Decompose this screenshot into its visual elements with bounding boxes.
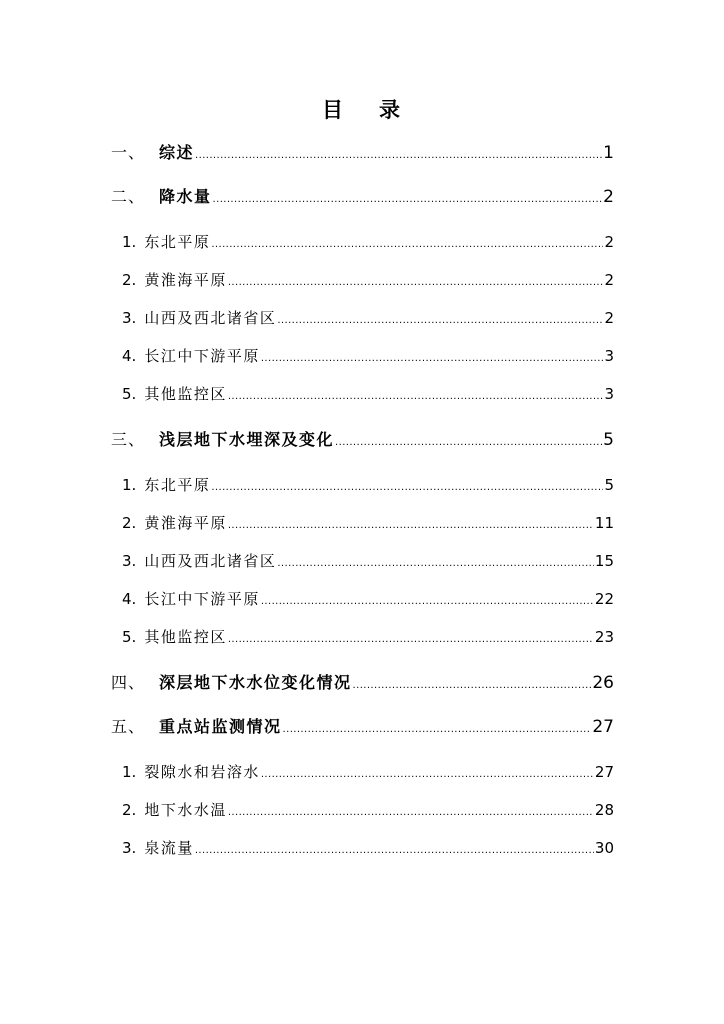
dot-leader (211, 239, 603, 250)
dot-leader (277, 558, 594, 569)
dot-leader (261, 769, 594, 780)
dot-leader (228, 634, 594, 645)
toc-entry-label: 山西及西北诸省区 (144, 309, 277, 327)
toc-entry-page: 2 (604, 233, 614, 251)
toc-entry-page: 23 (594, 628, 614, 646)
toc-entry-sub[interactable] (122, 345, 614, 366)
toc-entry-number: 4. (122, 590, 137, 608)
toc-entry-label: 裂隙水和岩溶水 (144, 763, 260, 781)
toc-entry-key-stations[interactable] (111, 714, 614, 737)
toc-entry-sub[interactable] (122, 550, 614, 571)
dot-leader (261, 353, 604, 364)
toc-entry-number: 2. (122, 271, 137, 289)
toc-entry-label: 东北平原 (144, 233, 211, 251)
toc-entry-sub[interactable] (122, 383, 614, 404)
toc-entry-page: 22 (594, 590, 614, 608)
toc-entry-number: 4. (122, 347, 137, 365)
toc-entry-sub[interactable] (122, 474, 614, 495)
toc-entry-label: 黄淮海平原 (144, 271, 227, 289)
toc-entry-page: 27 (594, 763, 614, 781)
toc-entry-page: 2 (604, 309, 614, 327)
toc-entry-label: 地下水水温 (144, 801, 227, 819)
toc-entry-label: 黄淮海平原 (144, 514, 227, 532)
dot-leader (277, 315, 603, 326)
toc-entry-number: 二、 (111, 187, 146, 206)
toc-entry-page: 26 (592, 673, 614, 693)
dot-leader (283, 724, 592, 735)
toc-entry-page: 15 (594, 552, 614, 570)
toc-entry-page: 1 (603, 143, 614, 163)
toc-entry-sub[interactable] (122, 512, 614, 533)
toc-entry-number: 3. (122, 552, 137, 570)
dot-leader (228, 520, 594, 531)
toc-entry-number: 五、 (111, 717, 146, 736)
dot-leader (261, 596, 594, 607)
toc-entry-label: 浅层地下水埋深及变化 (159, 430, 335, 449)
toc-entry-number: 2. (122, 801, 137, 819)
dot-leader (335, 437, 602, 448)
title-char-left: 目 (322, 97, 345, 122)
toc-entry-number: 2. (122, 514, 137, 532)
toc-entry-page: 27 (592, 717, 614, 737)
toc-entry-page: 28 (594, 801, 614, 819)
dot-leader (211, 482, 603, 493)
dot-leader (228, 807, 594, 818)
toc-entry-number: 1. (122, 233, 137, 251)
dot-leader (228, 277, 604, 288)
toc-entry-number: 三、 (111, 430, 146, 449)
toc-entry-precipitation[interactable] (111, 184, 614, 207)
dot-leader (228, 391, 604, 402)
toc-entry-sub[interactable] (122, 269, 614, 290)
dot-leader (195, 845, 594, 856)
toc-entry-sub[interactable] (122, 761, 614, 782)
toc-entry-page: 3 (604, 385, 614, 403)
toc-entry-number: 5. (122, 628, 137, 646)
toc-entry-number: 5. (122, 385, 137, 403)
toc-entry-label: 综述 (159, 143, 195, 162)
toc-entry-number: 1. (122, 763, 137, 781)
toc-entry-shallow-groundwater[interactable] (111, 427, 614, 450)
dot-leader (213, 194, 603, 205)
title-char-right: 录 (379, 97, 402, 122)
toc-entry-label: 其他监控区 (144, 628, 227, 646)
toc-entry-page: 3 (604, 347, 614, 365)
toc-entry-label: 其他监控区 (144, 385, 227, 403)
toc-entry-number: 一、 (111, 143, 146, 162)
toc-entry-sub[interactable] (122, 799, 614, 820)
toc-entry-sub[interactable] (122, 626, 614, 647)
dot-leader (353, 680, 592, 691)
toc-entry-page: 2 (603, 187, 614, 207)
toc-entry-sub[interactable] (122, 307, 614, 328)
toc-entry-number: 3. (122, 309, 137, 327)
dot-leader (195, 150, 602, 161)
toc-entry-sub[interactable] (122, 837, 614, 858)
toc-entry-page: 5 (604, 476, 614, 494)
toc-entry-sub[interactable] (122, 231, 614, 252)
toc-entry-label: 重点站监测情况 (159, 717, 282, 736)
toc-entry-deep-groundwater[interactable] (111, 670, 614, 693)
toc-entry-page: 2 (604, 271, 614, 289)
toc-entry-number: 1. (122, 476, 137, 494)
toc-entry-label: 山西及西北诸省区 (144, 552, 277, 570)
toc-entry-label: 降水量 (159, 187, 212, 206)
toc-entry-number: 3. (122, 839, 137, 857)
toc-entry-overview[interactable] (111, 140, 614, 163)
toc-entry-page: 5 (603, 430, 614, 450)
toc-entry-label: 东北平原 (144, 476, 211, 494)
toc-entry-sub[interactable] (122, 588, 614, 609)
toc-entry-label: 长江中下游平原 (144, 590, 260, 608)
toc-entry-number: 四、 (111, 673, 146, 692)
toc-entry-label: 长江中下游平原 (144, 347, 260, 365)
toc-entry-label: 深层地下水水位变化情况 (159, 673, 352, 692)
toc-entry-label: 泉流量 (144, 839, 194, 857)
toc-entry-page: 11 (594, 514, 614, 532)
toc-entry-page: 30 (594, 839, 614, 857)
